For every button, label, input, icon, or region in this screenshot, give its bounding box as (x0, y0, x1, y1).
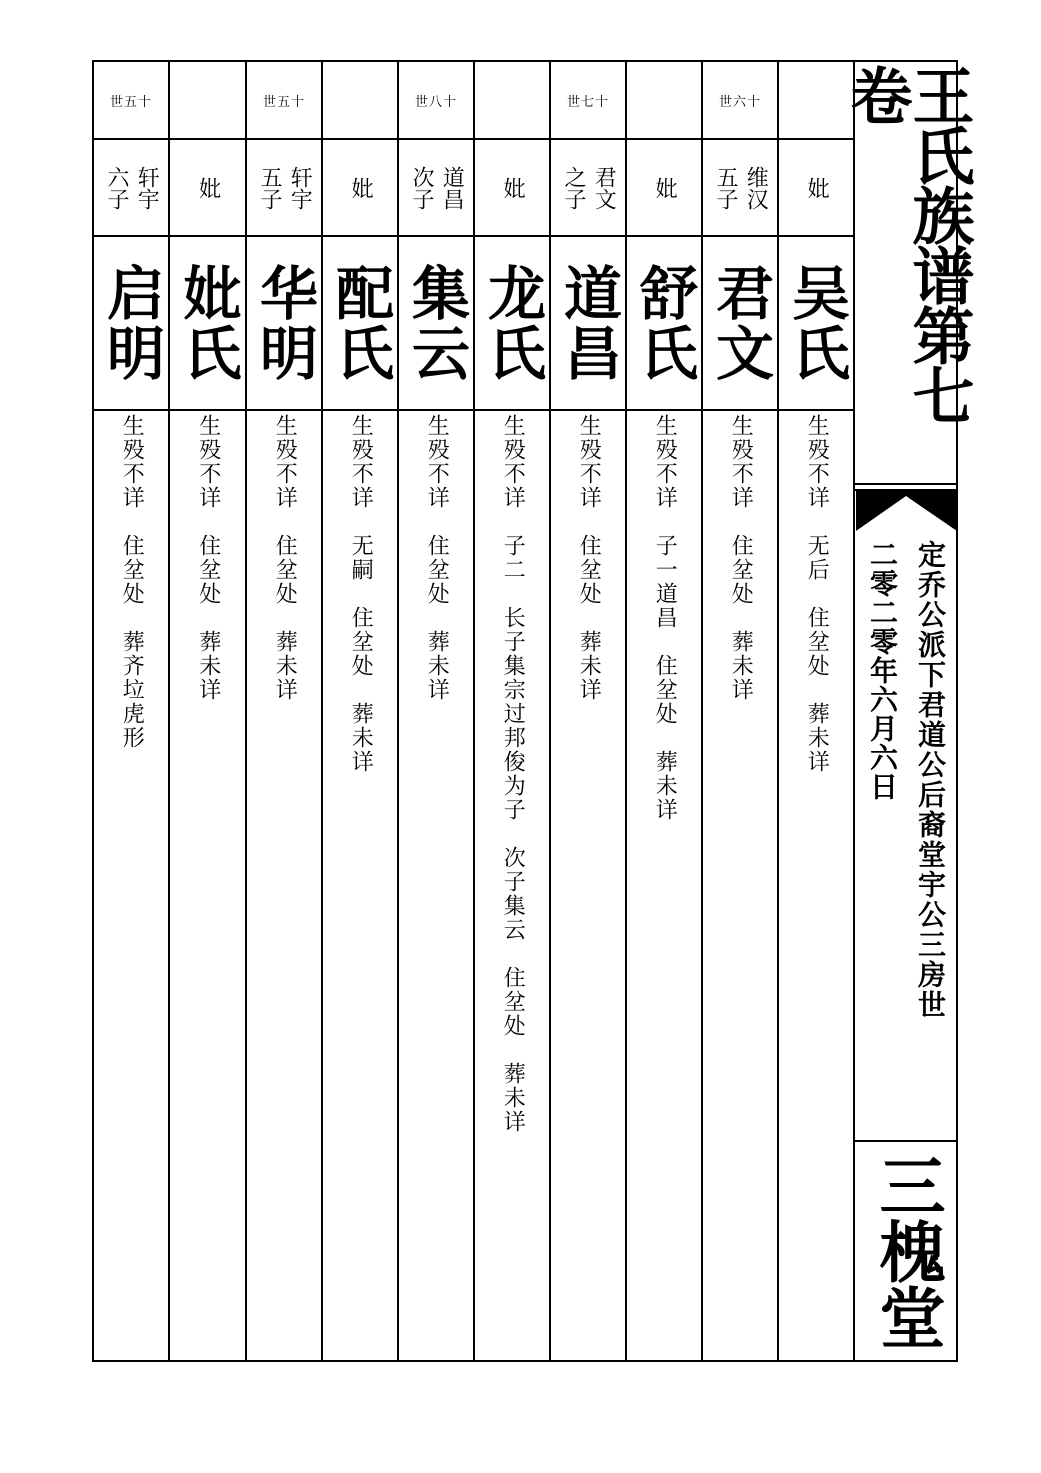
relation-text: 五子 (713, 165, 738, 210)
title-rule (855, 483, 958, 485)
person-notes (703, 414, 777, 1354)
compile-date-text: 二零二零年六月六日 (866, 540, 899, 801)
relation-text: 妣 (195, 176, 221, 199)
person-notes (94, 414, 168, 1354)
person-name (399, 237, 473, 409)
relation-text: 妣 (804, 176, 830, 199)
hall-name-text: 三槐堂 (868, 1152, 946, 1350)
person-name (551, 237, 625, 409)
person-notes-text: 生殁不详 住坌处 葬齐垃虎形 (119, 414, 145, 750)
person-notes-text: 生殁不详 无嗣 住坌处 葬未详 (348, 414, 374, 774)
person-name-text: 吴氏 (782, 263, 850, 383)
person-notes-text: 生殁不详 住坌处 葬未详 (272, 414, 298, 702)
relation-text: 六子 (104, 165, 129, 210)
relation-text: 妣 (348, 176, 374, 199)
person-name-text: 君文 (706, 263, 774, 383)
person-name-text: 集云 (402, 263, 470, 383)
fish-tail-mark (856, 491, 957, 531)
person-name-text: 启明 (97, 263, 165, 383)
person-name (779, 237, 853, 409)
compile-date (862, 540, 902, 840)
person-notes (551, 414, 625, 1354)
person-notes (779, 414, 853, 1354)
relation-cell (94, 140, 168, 235)
relation-cell (779, 140, 853, 235)
relation-text: 轩宇 (134, 165, 160, 210)
relation-cell (551, 140, 625, 235)
person-name-text: 配氏 (326, 263, 394, 383)
person-name-text: 华明 (250, 263, 318, 383)
generation-label: 世五十 (109, 94, 152, 110)
generation-label (475, 62, 549, 138)
row-divider (92, 409, 855, 411)
person-notes (323, 414, 397, 1354)
relation-text: 次子 (409, 165, 434, 210)
person-name-text: 道昌 (554, 263, 622, 383)
relation-text: 维汉 (743, 165, 769, 210)
hall-rule (855, 1140, 958, 1142)
person-notes-text: 生殁不详 住坌处 葬未详 (195, 414, 221, 702)
person-notes-text: 生殁不详 子二 长子集宗过邦俊为子 次子集云 住坌处 葬未详 (500, 414, 526, 1134)
person-notes-text: 生殁不详 住坌处 葬未详 (424, 414, 450, 702)
relation-text: 妣 (500, 176, 526, 199)
person-name-text: 龙氏 (478, 263, 546, 383)
relation-cell (323, 140, 397, 235)
relation-cell (703, 140, 777, 235)
generation-label: 世七十 (566, 94, 609, 110)
person-notes (399, 414, 473, 1354)
person-name (703, 237, 777, 409)
person-name (94, 237, 168, 409)
relation-text: 五子 (257, 165, 282, 210)
book-title (840, 64, 975, 482)
person-notes-text: 生殁不详 住坌处 葬未详 (576, 414, 602, 702)
relation-cell (399, 140, 473, 235)
lineage-subtitle (910, 540, 950, 1100)
generation-label (170, 62, 245, 138)
relation-text: 道昌 (439, 165, 465, 210)
person-notes (475, 414, 549, 1354)
generation-label (323, 62, 397, 138)
generation-label: 世五十 (262, 94, 305, 110)
person-notes-text: 生殁不详 住坌处 葬未详 (728, 414, 754, 702)
relation-cell (170, 140, 245, 235)
person-notes-text: 生殁不详 子一道昌 住坌处 葬未详 (652, 414, 678, 822)
generation-label: 世八十 (414, 94, 457, 110)
generation-label (627, 62, 701, 138)
relation-text: 妣 (652, 176, 678, 199)
person-name-text: 舒氏 (630, 263, 698, 383)
person-name (475, 237, 549, 409)
person-notes-text: 生殁不详 无后 住坌处 葬未详 (804, 414, 830, 774)
lineage-subtitle-text: 定乔公派下君道公后裔堂宇公三房世 (914, 540, 947, 1020)
person-name (247, 237, 321, 409)
relation-text: 君文 (591, 165, 617, 210)
relation-text: 之子 (561, 165, 586, 210)
hall-name (858, 1144, 956, 1358)
relation-cell (247, 140, 321, 235)
relation-cell (627, 140, 701, 235)
relation-cell (475, 140, 549, 235)
person-name (323, 237, 397, 409)
person-notes (170, 414, 245, 1354)
book-title-text: 王氏族谱第七卷 (840, 64, 975, 424)
person-notes (247, 414, 321, 1354)
relation-text: 轩宇 (287, 165, 313, 210)
person-name-text: 妣氏 (173, 263, 242, 383)
person-name (170, 237, 245, 409)
generation-label: 世六十 (718, 94, 761, 110)
person-notes (627, 414, 701, 1354)
person-name (627, 237, 701, 409)
